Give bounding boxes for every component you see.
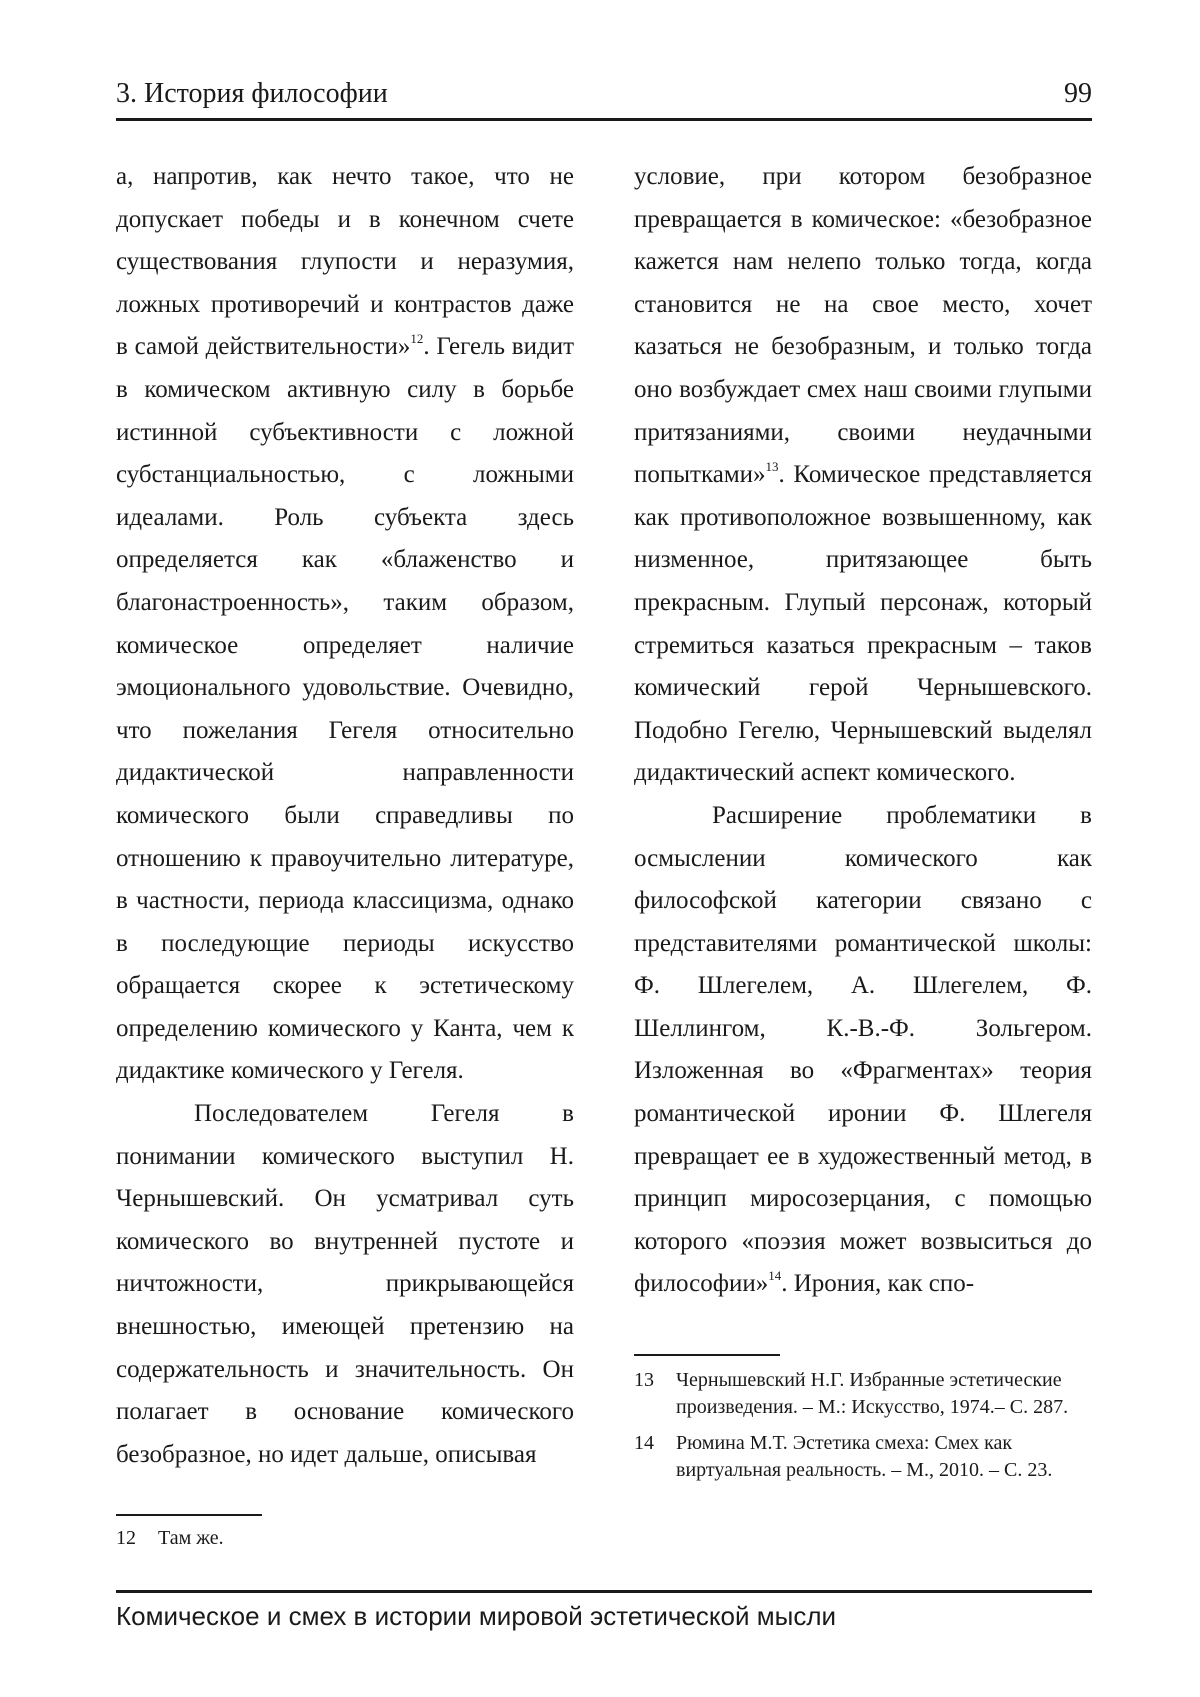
footnote-text: Чернышевский Н.Г. Избранные эстетические произведения. – М.: Искусство, 1974.– С. 287. — [676, 1369, 1069, 1418]
right-paragraph-1 — [634, 156, 1092, 795]
footnote-rule-right — [634, 1354, 780, 1356]
right-paragraph-2-text-a: Расширение проблематики в осмыслении комического как философской категории связано с представителями романтической школы: Ф. Шлегелем, А. Шлегелем, Ф. Шеллингом, К.-В.-Ф. Зольгером. Изложенная во «Фрагментах» теория романтической иронии Ф. Шлегеля превращает ее в художественный метод, в принцип миросозерцания, с помощью которого «поэзия может возвыситься до философии» — [634, 801, 1092, 1298]
page-number: 99 — [1064, 78, 1092, 109]
right-paragraph-2-text-b: . Ирония, как спо- — [781, 1270, 975, 1298]
right-column — [634, 156, 1092, 1306]
right-paragraph-1-text-a: условие, при котором безобразное превращается в комическое: «безобразное кажется нам нелепо только тогда, когда становится не на свое место, хочет казаться не безобразным, и только тогда оно возбуждает смех наш своими глупыми притязаниями, своими неудачными попытками» — [634, 163, 1092, 489]
header-rule — [116, 118, 1092, 121]
footnote-text: Рюмина М.Т. Эстетика смеха: Смех как виртуальная реальность. – М., 2010. – С. 23. — [676, 1432, 1053, 1481]
footnote-text: Там же. — [158, 1527, 224, 1549]
section-title: 3. История философии — [116, 78, 388, 109]
left-paragraph-2: Последователем Гегеля в понимании комического выступил Н. Чернышевский. Он усматривал суть комического во внутренней пустоте и ничтожности, прикрывающейся внешностью, имеющей претензию на содержательность и значительность. Он полагает в основание комического безобразное, но идет дальше, описывая — [116, 1100, 574, 1468]
footnote-number: 14 — [634, 1432, 654, 1454]
left-paragraph-1-text-b: . Гегель видит в комическом активную силу в борьбе истинной субъективности с ложной субстанциальностью, с ложными идеалами. Роль субъекта здесь определяется как «блаженство и благонастроенность», таким образом, комическое определяет наличие эмоционального удовольствие. Очевидно, что пожелания Гегеля относительно дидактической направленности комического были справедливы по отношению к правоучительно литературе, в частности, периода классицизма, однако в последующие периоды искусство обращается скорее к эстетическому определению комического у Канта, чем к дидактике комического у Гегеля. — [116, 333, 575, 1085]
left-paragraph-1 — [116, 156, 574, 1093]
footnote-13 — [634, 1367, 1092, 1421]
left-paragraph-1-text-a: а, напротив, как нечто такое, что не допускает победы и в конечном счете существования глупости и неразумия, ложных противоречий и контрастов даже в самой действительности» — [116, 163, 574, 361]
footnote-rule-left — [116, 1514, 262, 1516]
footnote-ref-12[interactable]: 12 — [410, 331, 424, 347]
footnote-12 — [116, 1525, 574, 1552]
right-paragraph-1-text-b: . Комическое представляется как противоположное возвышенному, как низменное, притязающее быть прекрасным. Глупый персонаж, который стремиться казаться прекрасным – таков комический герой Чернышевского. Подобно Гегелю, Чернышевский выделял дидактический аспект комического. — [634, 461, 1092, 787]
footnotes-left — [116, 1525, 574, 1561]
footnote-ref-14[interactable]: 14 — [768, 1268, 782, 1284]
footnote-number: 12 — [116, 1527, 136, 1549]
footnote-ref-13[interactable]: 13 — [765, 458, 779, 474]
footnote-number: 13 — [634, 1369, 654, 1391]
book-title: Комическое и смех в истории мировой эстетической мысли — [116, 1601, 837, 1631]
footnotes-right — [634, 1367, 1092, 1493]
left-column — [116, 156, 574, 1476]
footnote-14 — [634, 1430, 1092, 1484]
footer-rule — [116, 1590, 1092, 1593]
right-paragraph-2 — [634, 795, 1092, 1306]
running-head — [116, 78, 1092, 118]
